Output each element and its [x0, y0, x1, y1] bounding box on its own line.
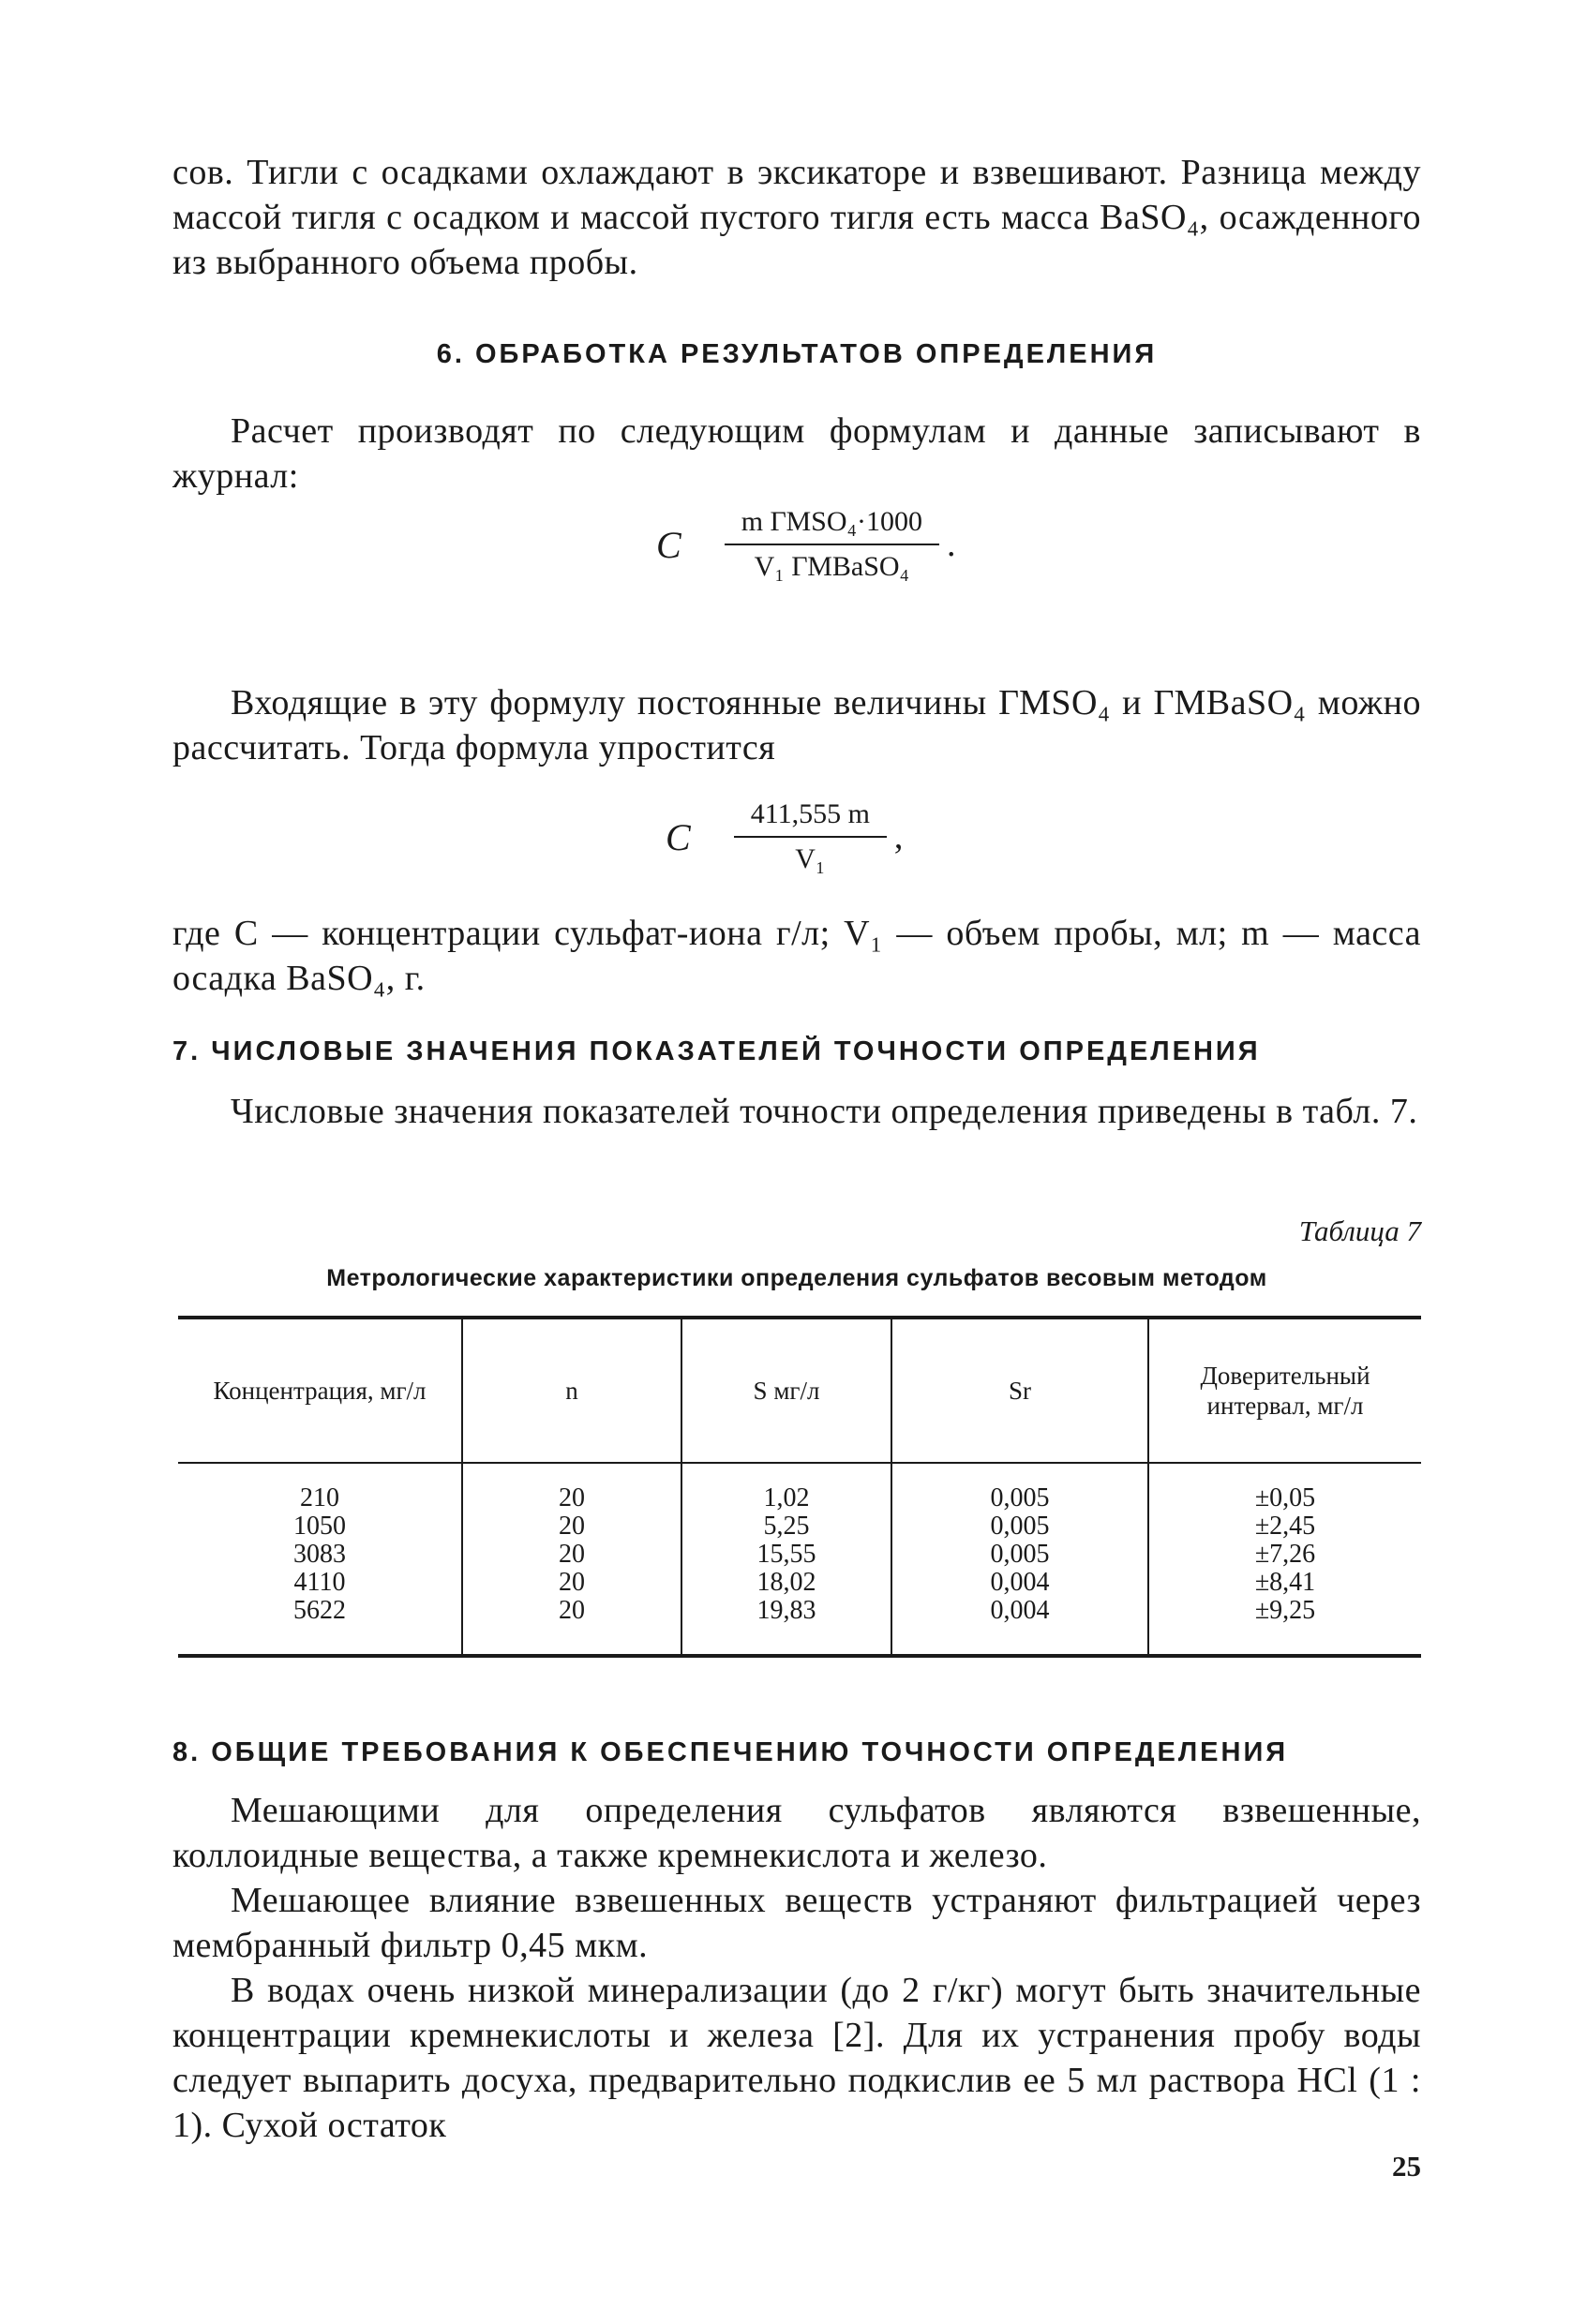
table-cell: 210	[300, 1483, 339, 1512]
column-n	[462, 1463, 681, 1656]
table-cell: ±2,45	[1254, 1512, 1316, 1541]
formula-1-punct: .	[946, 525, 956, 564]
table-cell: 4110	[293, 1568, 346, 1597]
header-concentration: Концентрация, мг/л	[178, 1318, 462, 1463]
table-cell: 0,005	[990, 1540, 1050, 1569]
intro-paragraph: сов. Тигли с осадками охлаждают в эксикаторе и взвешивают. Разница между массой тигля с осадком и массой пустого тигля есть масса BaSO₄, осажденного из выбранного объема пробы.	[172, 153, 1421, 282]
section-7-paragraph: Числовые значения показателей точности определения приведены в табл. 7.	[231, 1092, 1418, 1131]
column-sr	[891, 1463, 1148, 1656]
table-cell: 18,02	[756, 1568, 816, 1597]
formula-1-numerator: m ГМSO₄·1000	[741, 506, 922, 537]
formula-2-variable: C	[666, 815, 691, 858]
table-cell: 1050	[293, 1512, 346, 1541]
table-cell: 0,004	[990, 1596, 1050, 1625]
table-cell: 1,02	[763, 1483, 810, 1512]
table-cell: 20	[559, 1512, 585, 1541]
table-cell: ±0,05	[1254, 1483, 1316, 1512]
table-cell: 19,83	[756, 1596, 816, 1625]
table-cell: ±9,25	[1254, 1596, 1316, 1625]
formula-1	[656, 506, 955, 583]
header-n: n	[462, 1318, 681, 1463]
header-sr: Sr	[891, 1318, 1148, 1463]
table-cell: 0,005	[990, 1483, 1050, 1512]
table-cell: 0,004	[990, 1568, 1050, 1597]
section-7-heading: 7. ЧИСЛОВЫЕ ЗНАЧЕНИЯ ПОКАЗАТЕЛЕЙ ТОЧНОСТИ ОПРЕДЕЛЕНИЯ	[172, 1036, 1261, 1066]
table-cell: 20	[559, 1483, 585, 1512]
section-8-paragraph-3: В водах очень низкой минерализации (до 2 г/кг) могут быть значительные концентрации кремнекислоты и железа [2]. Для их устранения пробу воды следует выпарить досуха, предварительно подкислив ее 5 мл раствора HCl (1 : 1). Сухой остаток	[172, 1971, 1421, 2145]
formula-legend: где C — концентрации сульфат-иона г/л; V₁ — объем пробы, мл; m — масса осадка BaSO₄, г.	[172, 914, 1421, 998]
formula-1-denominator: V₁ ГМBaSO₄	[754, 551, 910, 582]
formula-2	[666, 798, 903, 875]
table-cell: 5,25	[763, 1512, 810, 1541]
table-cell: 20	[559, 1540, 585, 1569]
column-s	[681, 1463, 891, 1656]
formula-1-fraction	[725, 506, 939, 583]
metrology-table	[178, 1316, 1421, 1658]
page-number: 25	[1392, 2150, 1421, 2182]
table-label: Таблица 7	[1298, 1214, 1421, 1247]
formula-2-numerator: 411,555 m	[750, 798, 870, 829]
table-cell: 3083	[293, 1540, 346, 1569]
formula-1-variable: C	[656, 523, 681, 566]
formula-2-denominator: V₁	[795, 843, 826, 874]
table-header-row	[178, 1318, 1421, 1463]
section-6-paragraph: Расчет производят по следующим формулам и данные записывают в журнал:	[172, 411, 1421, 496]
table-cell: 15,55	[756, 1540, 816, 1569]
table-cell: 20	[559, 1568, 585, 1597]
header-s: S мг/л	[681, 1318, 891, 1463]
table-cell: 0,005	[990, 1512, 1050, 1541]
column-confidence-interval	[1148, 1463, 1421, 1656]
section-6-paragraph-2: Входящие в эту формулу постоянные величины ГМSO₄ и ГМBaSO₄ можно рассчитать. Тогда формула упростится	[172, 683, 1421, 767]
table-cell: ±8,41	[1254, 1568, 1316, 1597]
formula-2-fraction	[734, 798, 887, 875]
section-6-heading: 6. ОБРАБОТКА РЕЗУЛЬТАТОВ ОПРЕДЕЛЕНИЯ	[436, 339, 1158, 369]
section-8-paragraph-1: Мешающими для определения сульфатов являются взвешенные, коллоидные вещества, а также кремнекислота и железо.	[172, 1791, 1421, 1875]
table-row	[178, 1463, 1421, 1656]
section-8-paragraph-2: Мешающее влияние взвешенных веществ устраняют фильтрацией через мембранный фильтр 0,45 мкм.	[172, 1881, 1421, 1965]
table-cell: 20	[559, 1596, 585, 1625]
table-cell: 5622	[293, 1596, 346, 1625]
table-cell: ±7,26	[1254, 1540, 1316, 1569]
column-concentration	[178, 1463, 462, 1656]
header-confidence-interval: Доверительный интервал, мг/л	[1148, 1318, 1421, 1463]
formula-2-punct: ,	[893, 817, 904, 857]
section-8-heading: 8. ОБЩИЕ ТРЕБОВАНИЯ К ОБЕСПЕЧЕНИЮ ТОЧНОСТИ ОПРЕДЕЛЕНИЯ	[172, 1737, 1289, 1767]
table-title: Метрологические характеристики определения сульфатов весовым методом	[326, 1265, 1267, 1291]
